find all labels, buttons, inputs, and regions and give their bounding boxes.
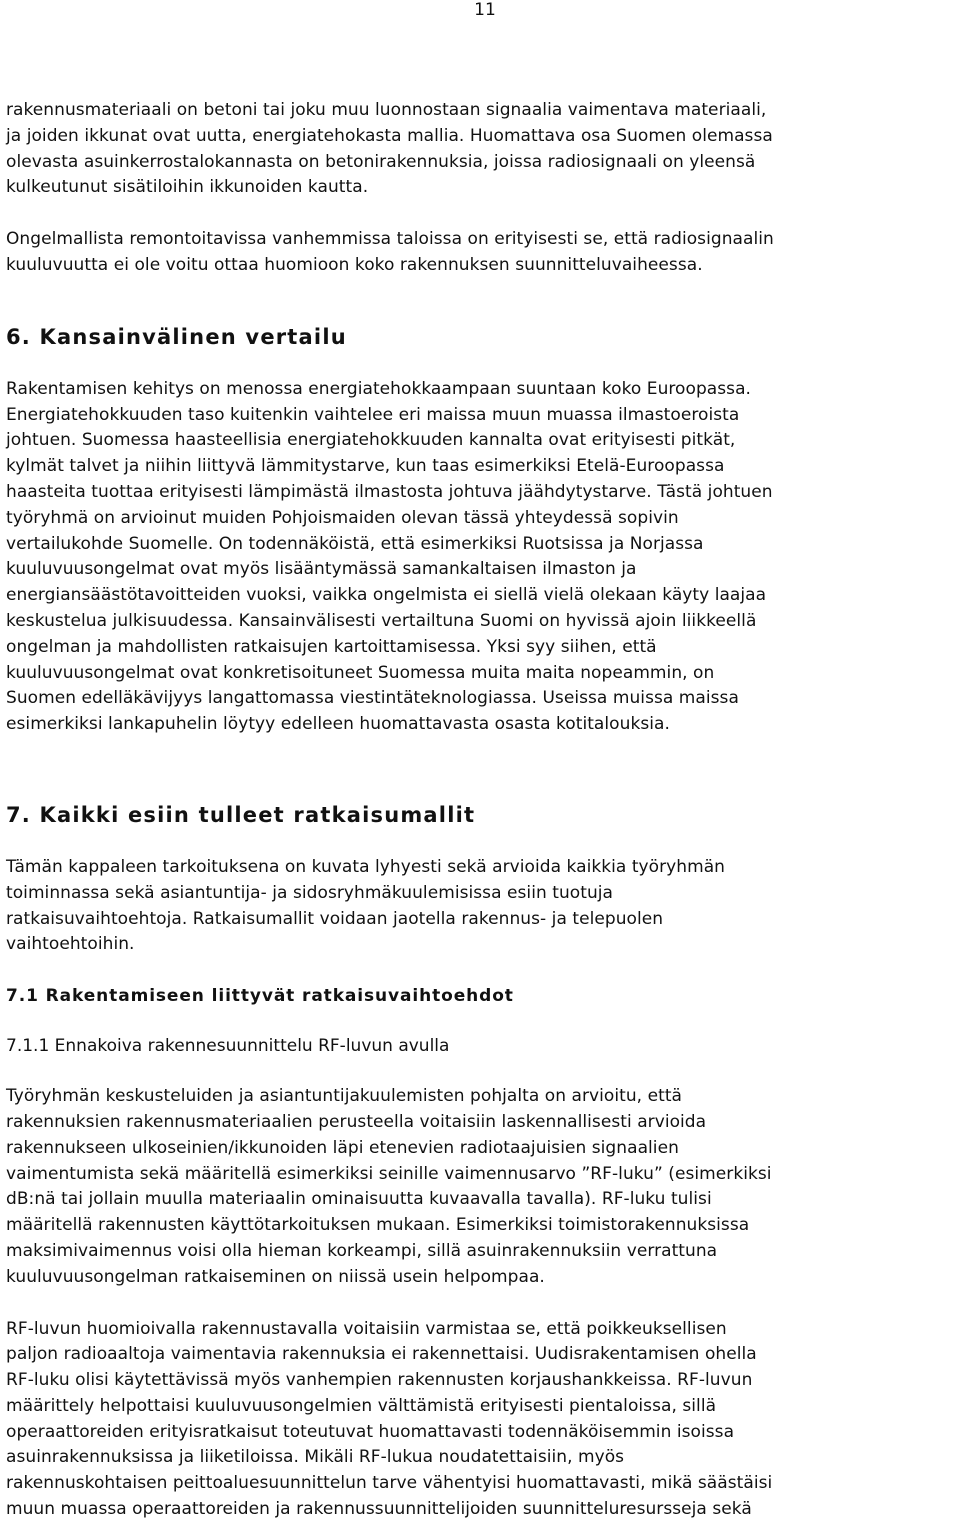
spacer: [6, 1058, 956, 1084]
spacer: [6, 201, 956, 227]
heading-section-7-1-1: 7.1.1 Ennakoiva rakennesuunnittelu RF-luvun avulla: [6, 1036, 450, 1057]
spacer: [6, 782, 956, 801]
heading-section-6: 6. Kansainvälinen vertailu: [6, 324, 347, 349]
paragraph-building-materials: rakennusmateriaali on betoni tai joku muu luonnostaan signaalia vaimentava materiaali, ja joiden ikkunat ovat uutta, energiatehokasta mallia. Huomattava osa Suomen olemassa olevasta asuinkerrostalokannasta on betonirakennuksia, joissa radiosignaali on yleensä kulkeutunut sisätiloihin ikkunoiden kautta.: [6, 100, 773, 198]
spacer: [6, 1291, 956, 1317]
paragraph-rf-value: Työryhmän keskusteluiden ja asiantuntijakuulemisten pohjalta on arvioitu, että rakennuksien rakennusmateriaalien perusteella voitaisiin laskennallisesti arvioida rakennukseen ulkoseinien/ikkunoiden läpi etenevien radiotaajuisien signaalien vaimentumista sekä määritellä esimerkiksi seinille vaimennusarvo ”RF-luku” (esimerkiksi dB:nä tai jollain muulla materiaalin ominaisuutta kuvaavalla tavalla). RF-luku tulisi määritellä rakennusten käyttötarkoituksen mukaan. Esimerkiksi toimistorakennuksissa maksimivaimennus voisi olla hieman korkeampi, sillä asuinrakennuksiin verrattuna kuuluvuusongelman ratkaiseminen on niissä usein helpompaa.: [6, 1086, 772, 1287]
heading-section-7-1: 7.1 Rakentamiseen liittyvät ratkaisuvaihtoehdot: [6, 986, 514, 1007]
heading-section-7: 7. Kaikki esiin tulleet ratkaisumallit: [6, 802, 476, 827]
paragraph-renovation: Ongelmallista remontoitavissa vanhemmissa taloissa on erityisesti se, että radiosignaalin kuuluvuutta ei ole voitu ottaa huomioon koko rakennuksen suunnitteluvaiheessa.: [6, 229, 774, 275]
paragraph-international-comparison: Rakentamisen kehitys on menossa energiatehokkaampaan suuntaan koko Euroopassa. Energiatehokkuuden taso kuitenkin vaihtelee eri maissa muun muassa ilmastoeroista johtuen. Suomessa haasteellisia energiatehokkuuden kannalta ovat erityisesti pitkät, kylmät talvet ja niihin liittyvä lämmitystarve, kun taas esimerkiksi Etelä-Euroopassa haasteita tuottaa erityisesti lämpimästä ilmastosta johtuva jäähdytystarve. Tästä johtuen työryhmä on arvioinut muiden Pohjoismaiden olevan tässä yhteydessä sopivin vertailukohde Suomelle. On todennäköistä, että esimerkiksi Ruotsissa ja Norjassa kuuluvuusongelmat ovat myös lisääntymässä samankaltaisen ilmaston ja energiansäästötavoitteiden vuoksi, vaikka ongelmista ei siellä vielä olekaan käyty laajaa keskustelua julkisuudessa. Kansainvälisesti vertailtuna Suomi on hyvissä ajoin liikkeellä ongelman ja mahdollisten ratkaisujen kartoittamisessa. Yksi syy siihen, että kuuluvuusongelmat ovat konkretisoituneet Suomessa muita maita nopeammin, on Suomen edelläkävijyys langattomassa viestintäteknologiassa. Useissa muissa maissa esimerkiksi lankapuhelin löytyy edelleen huomattavasta osasta kotitalouksia.: [6, 378, 773, 735]
paragraph-rf-benefits: RF-luvun huomioivalla rakennustavalla voitaisiin varmistaa se, että poikkeuksellisen paljon radioaaltoja vaimentavia rakennuksia ei rakennettaisi. Uudisrakentamisen ohella RF-luku olisi käytettävissä myös vanhempien rakennusten korjaushankkeissa. RF-luvun määrittely helpottaisi kuuluvuusongelmien välttämistä erityisesti pientaloissa, sillä operaattoreiden erityisratkaisut toteutuvat huomattavasti todennäköisemmin isoissa asuinrakennuksissa ja liiketiloissa. Mikäli RF-lukua noudatettaisiin, myös rakennuskohtaisen peittoaluesuunnittelun tarve vähentyisi huomattavasti, mikä säästäisi muun muassa operaattoreiden ja rakennussuunnittelijoiden suunnitteluresursseja sekä: [6, 1318, 773, 1520]
page-number: 11: [474, 0, 496, 20]
page-content: [6, 98, 956, 1523]
spacer: [6, 958, 956, 984]
spacer: [6, 829, 956, 855]
paragraph-solutions-intro: Tämän kappaleen tarkoituksena on kuvata lyhyesti sekä arvioida kaikkia työryhmän toiminnassa sekä asiantuntija- ja sidosryhmäkuulemisissa esiin tuotuja ratkaisuvaihtoehtoja. Ratkaisumallit voidaan jaotella rakennus- ja telepuolen vaihtoehtoihin.: [6, 856, 725, 955]
spacer: [6, 351, 956, 377]
spacer: [6, 279, 956, 323]
spacer: [6, 1008, 956, 1034]
spacer: [6, 738, 956, 782]
